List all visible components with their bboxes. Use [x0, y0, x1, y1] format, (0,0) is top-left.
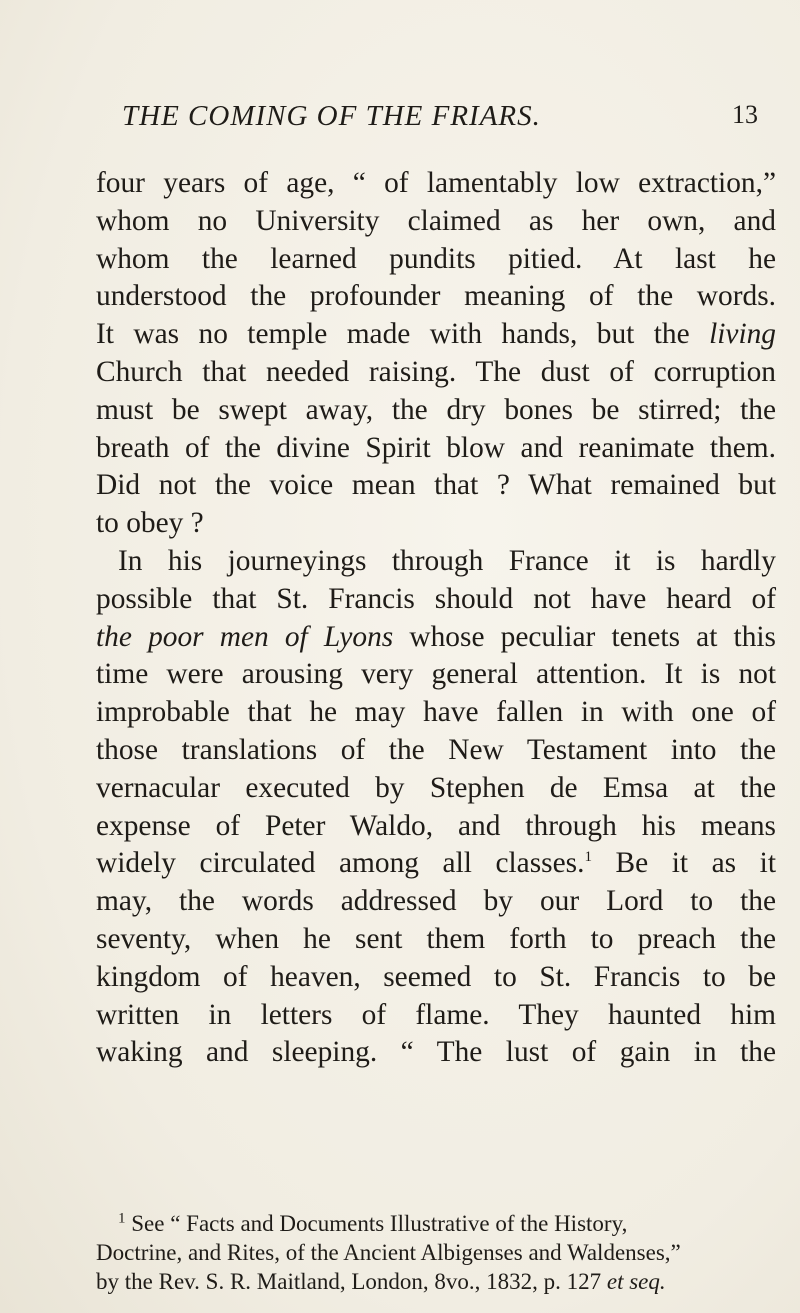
text-line: Did not the voice mean that ? What remained but — [96, 469, 776, 502]
footnote-reference[interactable]: 1 — [584, 849, 592, 866]
paragraph-start: In his journeyings through France it is hardly — [118, 544, 776, 577]
page-number: 13 — [732, 100, 758, 129]
text-line: must be swept away, the dry bones be stirred; the — [96, 393, 776, 426]
running-title: THE COMING OF THE FRIARS. — [122, 100, 541, 132]
text-line: possible that St. Francis should not have heard of — [96, 582, 776, 615]
text-line: may, the words addressed by our Lord to the — [96, 885, 776, 918]
italic-emphasis: living — [709, 318, 776, 351]
body-text — [96, 165, 776, 1072]
text-line: improbable that he may have fallen in with one of — [96, 696, 776, 729]
text-line: widely circulated among all classes.$^1$ Be it as it — [96, 847, 776, 880]
text-line: whom no University claimed as her own, and — [96, 204, 776, 237]
footnote — [96, 1209, 776, 1296]
italic-emphasis: the poor men of Lyons — [96, 620, 394, 653]
text-line: to obey ? — [96, 507, 204, 540]
text-line: It was no temple made with hands, but the living — [96, 318, 776, 351]
text-line: kingdom of heaven, seemed to St. Francis to be — [96, 960, 776, 993]
text-line: Church that needed raising. The dust of corruption — [96, 355, 776, 388]
text-line: expense of Peter Waldo, and through his means — [96, 809, 776, 842]
text-line: whom the learned pundits pitied. At last he — [96, 242, 776, 275]
text-line: breath of the divine Spirit blow and reanimate them. — [96, 431, 776, 464]
footnote-line: Doctrine, and Rites, of the Ancient Albigenses and Waldenses,” — [96, 1240, 681, 1265]
text-line: time were arousing very general attention. It is not — [96, 658, 776, 691]
text-line: the poor men of Lyons whose peculiar tenets at this — [96, 620, 776, 653]
text-line: waking and sleeping. “ The lust of gain in the — [96, 1036, 776, 1069]
text-line: four years of age, “ of lamentably low extraction,” — [96, 167, 776, 199]
footnote-line: by the Rev. S. R. Maitland, London, 8vo., 1832, p. 127 et seq. — [96, 1269, 666, 1294]
text-line: vernacular executed by Stephen de Emsa at the — [96, 771, 776, 804]
text-line: those translations of the New Testament into the — [96, 733, 776, 766]
text-line: written in letters of flame. They haunted him — [96, 998, 776, 1031]
text-line: understood the profounder meaning of the words. — [96, 280, 776, 313]
text-line: seventy, when he sent them forth to preach the — [96, 922, 776, 955]
page-header — [0, 100, 800, 140]
footnote-marker: 1 — [118, 1210, 126, 1227]
italic-emphasis: et seq. — [606, 1269, 666, 1294]
footnote-line: $^1$ See “ Facts and Documents Illustrative of the History, — [118, 1210, 628, 1236]
